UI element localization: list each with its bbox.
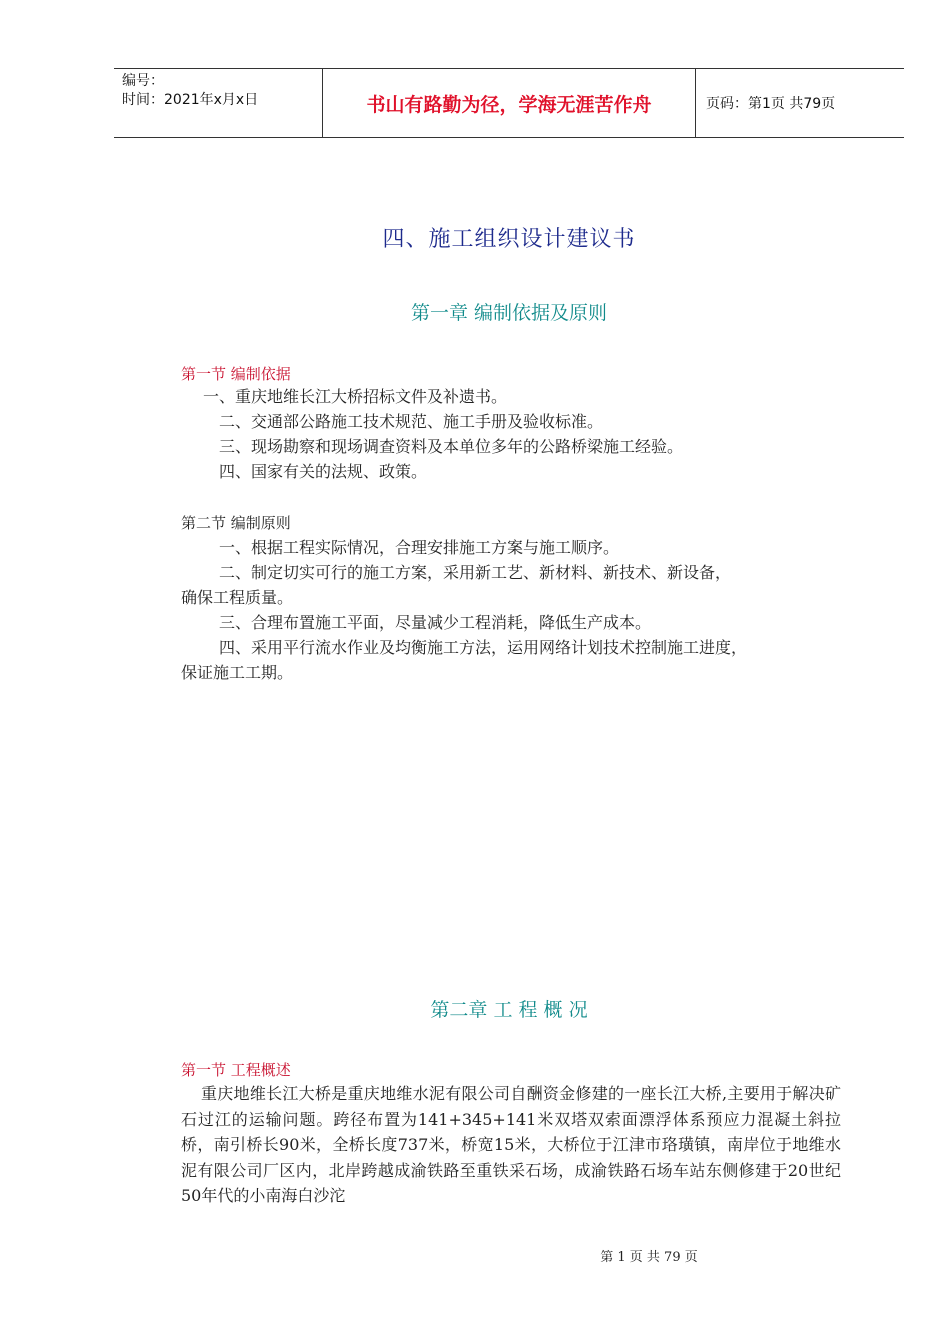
list-item: 二、交通部公路施工技术规范、施工手册及验收标准。: [219, 412, 604, 431]
chapter2-section1-heading: 第一节 工程概述: [181, 1061, 291, 1079]
chapter1-section1-list: [181, 384, 847, 484]
document-title: 四、施工组织设计建议书: [382, 227, 636, 252]
chapter2-section1-body: 重庆地维长江大桥是重庆地维水泥有限公司自酬资金修建的一座长江大桥,主要用于解决矿石过江的运输问题。跨径布置为141+345+141米双塔双索面漂浮体系预应力混凝土斜拉桥，南引桥长90米，全桥长度737米，桥宽15米，大桥位于江津市珞璜镇，南岸位于地维水泥有限公司厂区内，北岸跨越成渝铁路至重铁采石场，成渝铁路石场车站东侧修建于20世纪50年代的小南海白沙沱: [181, 1084, 841, 1205]
chapter1-section1-heading: 第一节 编制依据: [181, 365, 291, 383]
list-item: 三、现场勘察和现场调查资料及本单位多年的公路桥梁施工经验。: [219, 437, 684, 456]
chapter1-section2-list: [181, 535, 847, 685]
header-time-label: 时间：2021年x月x日: [122, 92, 259, 108]
list-item: 一、重庆地维长江大桥招标文件及补遗书。: [203, 387, 508, 406]
chapter1-section2-heading: 第二节 编制原则: [181, 514, 291, 532]
list-item: 保证施工工期。: [181, 663, 294, 682]
header-page-label: 页码：第1页 共79页: [706, 96, 836, 112]
list-item: 三、合理布置施工平面，尽量减少工程消耗，降低生产成本。: [219, 613, 652, 632]
list-item: 一、根据工程实际情况，合理安排施工方案与施工顺序。: [219, 538, 620, 557]
header-meta: [114, 69, 322, 137]
list-item: 四、采用平行流水作业及均衡施工方法，运用网络计划技术控制施工进度，: [219, 638, 748, 657]
list-item: 二、制定切实可行的施工方案，采用新工艺、新材料、新技术、新设备，: [219, 563, 732, 582]
list-item: 确保工程质量。: [181, 588, 294, 607]
chapter2-title: 第二章 工 程 概 况: [430, 999, 588, 1021]
page-footer: 第 1 页 共 79 页: [600, 1250, 698, 1265]
chapter1-title: 第一章 编制依据及原则: [410, 302, 608, 324]
header-number-label: 编号：: [122, 73, 164, 89]
list-item: 四、国家有关的法规、政策。: [219, 462, 428, 481]
header-motto: 书山有路勤为径，学海无涯苦作舟: [322, 69, 696, 137]
page-header: [114, 68, 904, 138]
